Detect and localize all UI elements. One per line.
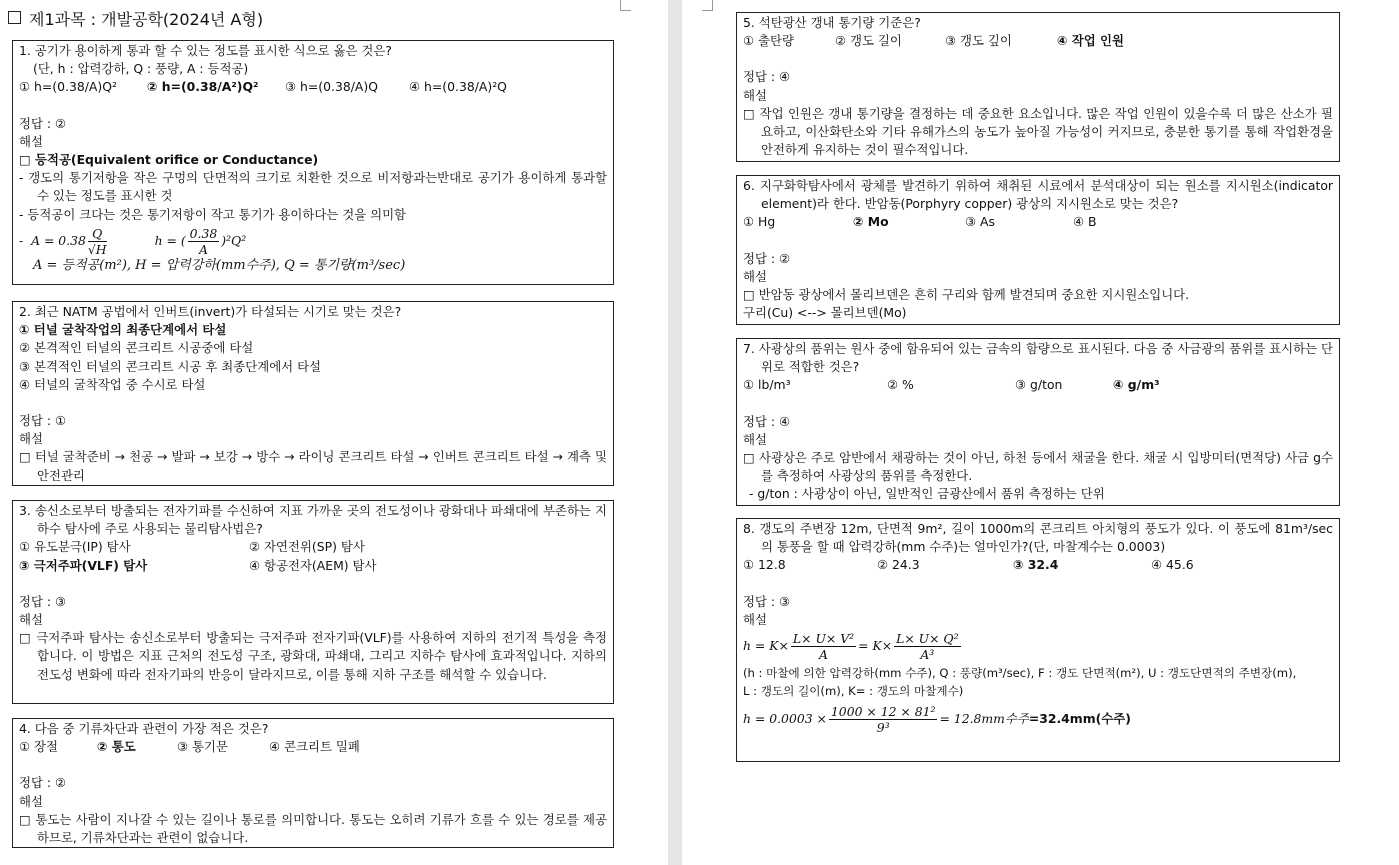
q1-explanation-2: - 등적공이 크다는 것은 통기저항이 작고 통기가 용이하다는 것을 의미함: [19, 206, 407, 222]
page-gutter: [668, 0, 682, 865]
page-corner-mark: [702, 0, 713, 11]
q4-answer: 정답 : ②: [19, 775, 67, 791]
q2-option-2: ② 본격적인 터널의 콘크리트 시공중에 타설: [19, 340, 254, 356]
question-6: [736, 175, 1340, 325]
q8-formula-1: h = K× $\frac{\text{L× U× V²}}{A}$ = K× $\frac{\text{L× U× Q²}}{\text{A³}}$: [743, 631, 959, 663]
section-heading: [8, 7, 263, 30]
q8-explanation-2: L : 갱도의 길이(m), K= : 갱도의 마찰계수): [743, 684, 964, 699]
q2-option-3: ③ 본격적인 터널의 콘크리트 시공 후 최종단계에서 타설: [19, 358, 322, 374]
q1-text: 1. 공기가 용이하게 통과 할 수 있는 정도를 표시한 식으로 옳은 것은?: [19, 43, 392, 58]
q7-explanation-1: □ 사광상은 주로 암반에서 채광하는 것이 아닌, 하천 등에서 채굴을 한다. 채굴 시 입방미터(면적당) 사금 g수를 측정하여 사광상의 품위를 측정한다.: [743, 450, 1333, 484]
q3-option-2: ② 자연전위(SP) 탐사: [249, 539, 365, 555]
page-corner-mark: [620, 0, 631, 11]
q5-option-4: ④ 작업 인원: [1057, 33, 1124, 49]
q6-explanation-2: 구리(Cu) <--> 몰리브덴(Mo): [743, 305, 907, 321]
q7-option-3: ③ g/ton: [1015, 377, 1063, 393]
q1-options: [19, 78, 607, 96]
q4-options: [19, 738, 607, 756]
q7-explanation-label: 해설: [743, 431, 767, 447]
q3-option-1: ① 유도분극(IP) 탐사: [19, 539, 131, 555]
heading-text: 제1과목 : 개발공학(2024년 A형): [29, 10, 264, 29]
question-7: [736, 338, 1340, 506]
q5-option-3: ③ 갱도 깊이: [945, 33, 1012, 49]
q8-option-4: ④ 45.6: [1151, 557, 1194, 573]
q7-answer: 정답 : ④: [743, 413, 791, 429]
q3-option-4: ④ 항공전자(AEM) 탐사: [249, 557, 377, 573]
q8-text: 8. 갱도의 주변장 12m, 단면적 9m², 길이 1000m의 콘크리트 아치형의 풍도가 있다. 이 풍도에 81m³/sec의 통풍을 할 때 압력강하(mm 수주)는 얼마인가?(단, 마찰계수는 0.0003): [743, 521, 1333, 555]
q5-option-1: ① 출탄량: [743, 33, 794, 49]
q8-final-answer: =32.4mm(수주): [1028, 711, 1131, 727]
q1-option-2: ② h=(0.38/A²)Q²: [147, 79, 259, 95]
q4-option-1: ① 장절: [19, 739, 58, 755]
q8-option-2: ② 24.3: [877, 557, 920, 573]
question-8: [736, 518, 1340, 762]
q6-option-2: ② Mo: [853, 214, 889, 230]
q2-option-1: ① 터널 굴착작업의 최종단계에서 타설: [19, 322, 227, 338]
q7-text: 7. 사광상의 품위는 원사 중에 함유되어 있는 금속의 함량으로 표시된다. 다음 중 사금광의 품위를 표시하는 단위로 적합한 것은?: [743, 341, 1333, 375]
question-5: [736, 12, 1340, 162]
q8-answer: 정답 : ③: [743, 593, 791, 609]
q2-answer: 정답 : ①: [19, 413, 67, 429]
q5-answer: 정답 : ④: [743, 69, 791, 85]
q3-explanation-label: 해설: [19, 612, 43, 628]
q5-explanation-1: □ 작업 인원은 갱내 통기량을 결정하는 데 중요한 요소입니다. 많은 작업 인원이 있을수록 더 많은 산소가 필요하고, 이산화탄소와 기타 유해가스의 농도가 높아질 가능성이 커지므로, 충분한 통기를 통해 작업환경을 안전하게 유지하는 것이 필수적입니다.: [743, 105, 1333, 158]
q3-options-row1: [19, 538, 607, 556]
q6-option-3: ③ As: [965, 214, 995, 230]
q4-option-4: ④ 콘크리트 밀폐: [269, 739, 360, 755]
q4-option-3: ③ 통기문: [177, 739, 228, 755]
q1-explanation-title: □ 등적공(Equivalent orifice or Conductance): [19, 152, 319, 168]
q4-explanation-1: □ 통도는 사람이 지나갈 수 있는 길이나 통로를 의미합니다. 통도는 오히려 기류가 흐를 수 있는 경로를 제공하므로, 기류차단과는 관련이 없습니다.: [19, 811, 607, 846]
q8-option-3: ③ 32.4: [1013, 557, 1059, 573]
q8-formula-2: h = 0.0003 × $\frac{\text{1000 × 12 × 81²}}{\text{9³}}$ = 12.8mm수주=32.4mm(수주): [743, 704, 1131, 736]
q6-option-4: ④ B: [1073, 214, 1097, 230]
q2-text: 2. 최근 NATM 공법에서 인버트(invert)가 타설되는 시기로 맞는 것은?: [19, 304, 402, 319]
q8-explanation-1: (h : 마찰에 의한 압력강하(mm 수주), Q : 풍량(m³/sec), F : 갱도 단면적(m²), U : 갱도단면적의 주변장(m),: [743, 666, 1297, 681]
q6-answer: 정답 : ②: [743, 250, 791, 266]
page-left: [0, 0, 668, 865]
q2-explanation-label: 해설: [19, 431, 43, 447]
q5-options: [743, 32, 1333, 50]
page-right: [682, 0, 1399, 865]
q4-option-2: ② 통도: [97, 739, 136, 755]
q5-explanation-label: 해설: [743, 87, 767, 103]
q8-options: [743, 556, 1333, 574]
q1-explanation-1: - 갱도의 통기저항을 작은 구멍의 단면적의 크기로 치환한 것으로 비저항과는반대로 공기가 용이하게 통과할 수 있는 정도를 표시한 것: [19, 170, 607, 204]
question-1: [12, 40, 614, 285]
q5-text: 5. 석탄광산 갱내 통기량 기준은?: [743, 15, 921, 30]
q6-option-1: ① Hg: [743, 214, 776, 230]
question-2: [12, 301, 614, 486]
q3-text: 3. 송신소로부터 방출되는 전자기파를 수신하여 지표 가까운 곳의 전도성이나 광화대나 파쇄대에 부존하는 지하수 탐사에 주로 사용되는 물리탐사법은?: [19, 503, 607, 537]
q3-options-row2: [19, 557, 607, 575]
q7-option-4: ④ g/m³: [1113, 377, 1160, 393]
q7-explanation-2: - g/ton : 사광상이 아닌, 일반적인 금광산에서 품위 측정하는 단위: [749, 486, 1105, 502]
q3-explanation-1: □ 극저주파 탐사는 송신소로부터 방출되는 극저주파 전자기파(VLF)를 사용하여 지하의 전기적 특성을 측정합니다. 이 방법은 지표 근처의 전도성 구조, 광화대, 파쇄대, 그리고 지하수 탐사에 효과적입니다. 지하의 전도성 변화에 따라 전자기파의 반응이 달라지므로, 이를 통해 지하 구조를 해석할 수 있습니다.: [19, 630, 607, 682]
q6-explanation-label: 해설: [743, 268, 767, 284]
q1-answer: 정답 : ②: [19, 115, 67, 131]
q1-option-4: ④ h=(0.38/A)²Q: [409, 79, 507, 95]
q7-option-1: ① lb/m³: [743, 377, 791, 393]
q4-explanation-label: 해설: [19, 793, 43, 809]
q3-option-3: ③ 극저주파(VLF) 탐사: [19, 557, 148, 573]
q8-explanation-label: 해설: [743, 611, 767, 627]
q5-option-2: ② 갱도 길이: [835, 33, 902, 49]
q6-explanation-1: □ 반암동 광상에서 몰리브덴은 흔히 구리와 함께 발견되며 중요한 지시원소입니다.: [743, 287, 1190, 303]
q2-option-4: ④ 터널의 굴착작업 중 수시로 타설: [19, 376, 206, 392]
q7-option-2: ② %: [887, 377, 914, 393]
q1-option-1: ① h=(0.38/A)Q²: [19, 79, 117, 95]
q1-option-3: ③ h=(0.38/A)Q: [285, 79, 378, 95]
q8-option-1: ① 12.8: [743, 557, 786, 573]
q2-explanation-1: □ 터널 굴착준비 → 천공 → 발파 → 보강 → 방수 → 라이닝 콘크리트 타설 → 인버트 콘크리트 타설 → 계측 및 안전관리: [19, 449, 607, 483]
question-4: [12, 718, 614, 848]
q6-options: [743, 213, 1333, 231]
q1-formula: - A = 0.38 $\frac{Q}{√H}$ h = ( $\frac{0.38}{A}$ )²Q²: [19, 225, 247, 257]
question-3: [12, 500, 614, 704]
q1-condition: (단, h : 압력강하, Q : 풍량, A : 등적공): [33, 61, 249, 77]
q1-formula-legend: A = 등적공(m²), H = 압력강하(mm수주), Q = 통기량(m³/sec): [33, 257, 406, 273]
q1-explanation-label: 해설: [19, 133, 43, 149]
q3-answer: 정답 : ③: [19, 593, 67, 609]
q7-options: [743, 376, 1333, 394]
q4-text: 4. 다음 중 기류차단과 관련이 가장 적은 것은?: [19, 721, 269, 736]
q6-text: 6. 지구화학탐사에서 광체를 발견하기 위하여 채취된 시료에서 분석대상이 되는 원소를 지시원소(indicator element)라 한다. 반암동(Porphyry copper) 광상의 지시원소로 맞는 것은?: [743, 178, 1333, 212]
heading-checkbox: [8, 11, 21, 24]
